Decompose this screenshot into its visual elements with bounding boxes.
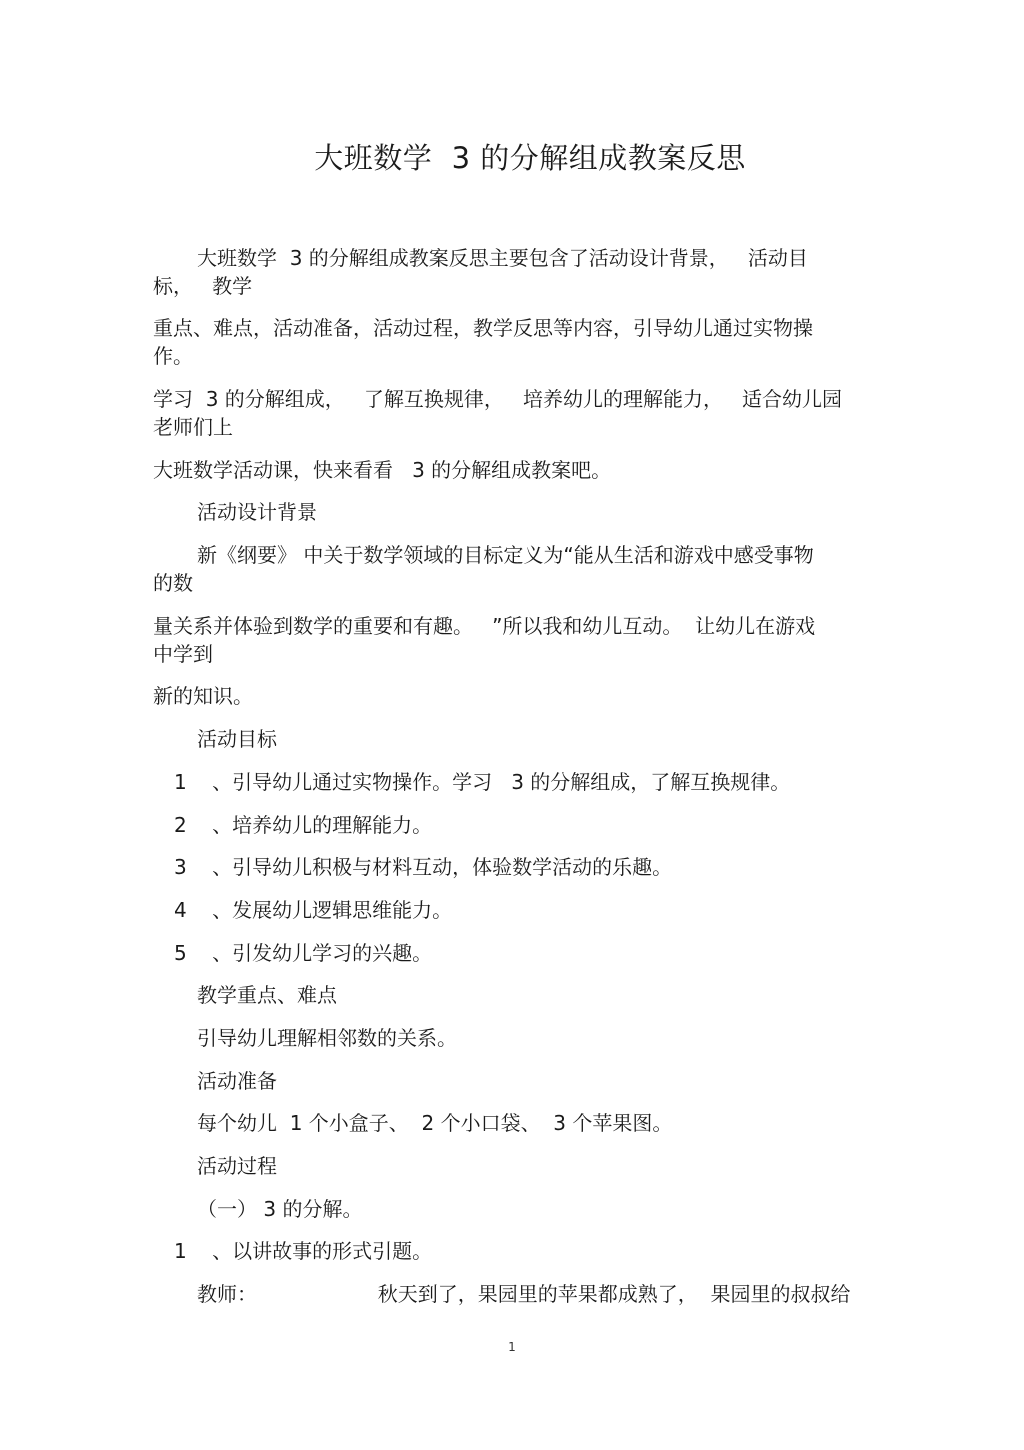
paragraph-line: 中学到 <box>153 642 213 666</box>
section-heading: 活动准备 <box>197 1069 277 1093</box>
paragraph-line: 大班数学活动课，快来看看 3 的分解组成教案吧。 <box>153 458 612 482</box>
paragraph-line: 重点、难点，活动准备，活动过程，教学反思等内容，引导幼儿通过实物操 <box>153 316 813 340</box>
subsection-heading: （一） 3 的分解。 <box>197 1197 363 1221</box>
list-item: 2 、培养幼儿的理解能力。 <box>174 813 433 837</box>
list-item: 5 、引发幼儿学习的兴趣。 <box>174 941 433 965</box>
section-heading: 教学重点、难点 <box>197 983 337 1007</box>
document-title: 大班数学 3 的分解组成教案反思 <box>314 141 746 175</box>
paragraph-line: 新的知识。 <box>153 684 253 708</box>
paragraph-line: 标， 教学 <box>153 274 253 298</box>
paragraph-line: 作。 <box>153 344 193 368</box>
paragraph-line: 引导幼儿理解相邻数的关系。 <box>197 1026 457 1050</box>
list-item: 4 、发展幼儿逻辑思维能力。 <box>174 898 453 922</box>
list-item: 1 、以讲故事的形式引题。 <box>174 1239 433 1263</box>
list-item: 3 、引导幼儿积极与材料互动，体验数学活动的乐趣。 <box>174 855 673 879</box>
paragraph-line: 老师们上 <box>153 415 233 439</box>
section-heading: 活动目标 <box>197 727 277 751</box>
page-number: 1 <box>508 1340 516 1354</box>
paragraph-line: 学习 3 的分解组成， 了解互换规律， 培养幼儿的理解能力， 适合幼儿园 <box>153 387 843 411</box>
paragraph-line: 每个幼儿 1 个小盒子、 2 个小口袋、 3 个苹果图。 <box>197 1111 673 1135</box>
paragraph-line: 新《纲要》 中关于数学领域的目标定义为“能从生活和游戏中感受事物 <box>197 543 814 567</box>
paragraph-line: 量关系并体验到数学的重要和有趣。 ”所以我和幼儿互动。 让幼儿在游戏 <box>153 614 816 638</box>
section-heading: 活动过程 <box>197 1154 277 1178</box>
paragraph-line: 教师： 秋天到了，果园里的苹果都成熟了， 果园里的叔叔给 <box>197 1282 851 1306</box>
paragraph-line: 的数 <box>153 571 193 595</box>
list-item: 1 、引导幼儿通过实物操作。学习 3 的分解组成，了解互换规律。 <box>174 770 791 794</box>
section-heading: 活动设计背景 <box>197 500 317 524</box>
paragraph-line: 大班数学 3 的分解组成教案反思主要包含了活动设计背景， 活动目 <box>197 246 808 270</box>
